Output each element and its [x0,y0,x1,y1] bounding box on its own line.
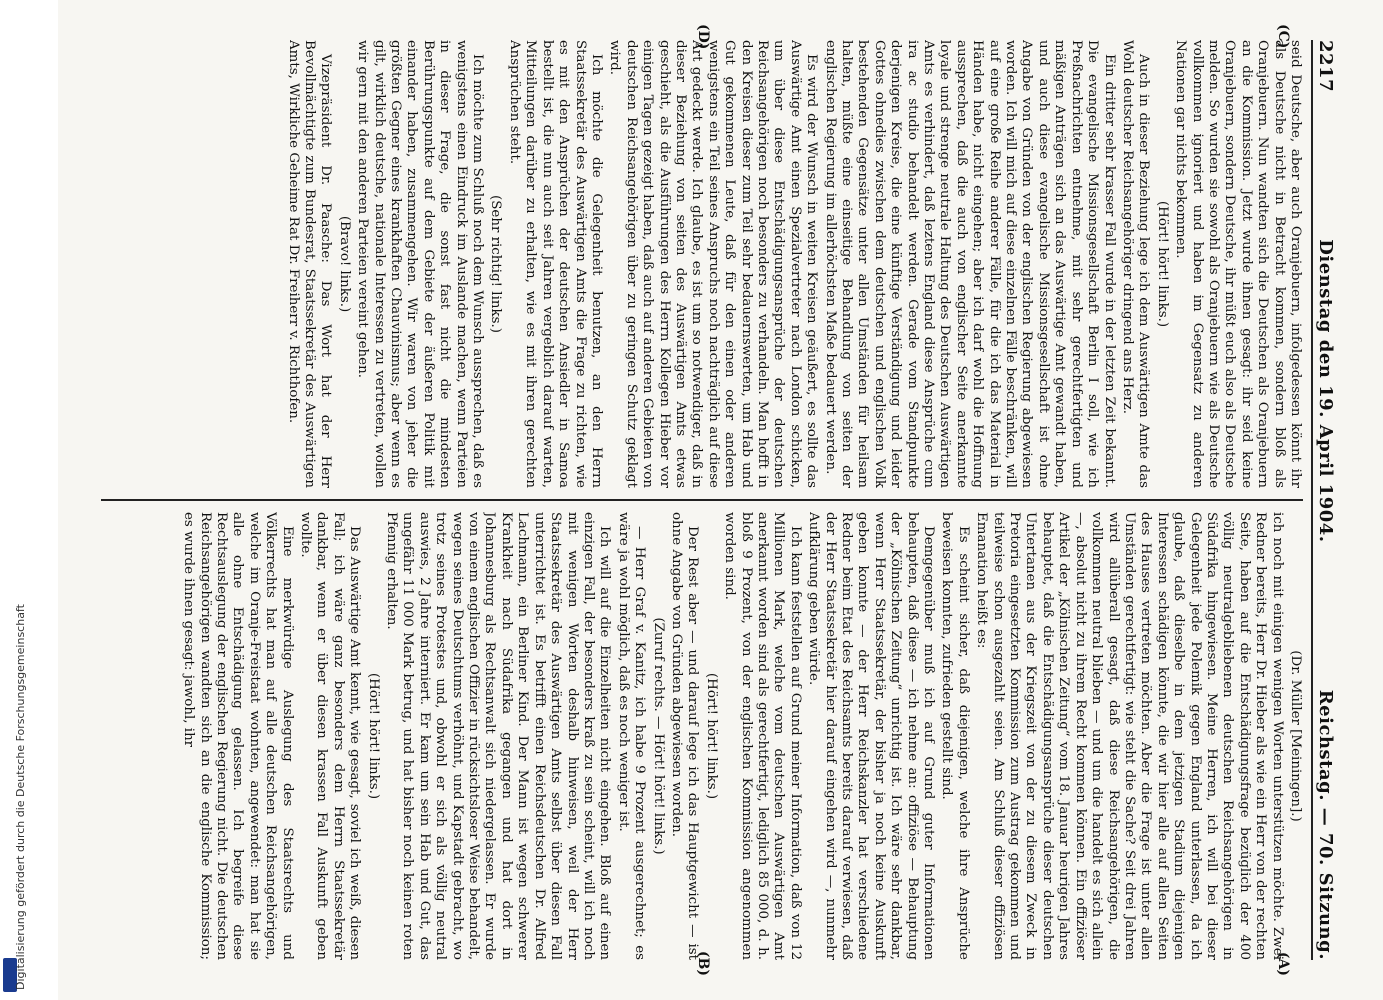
interjection-line: (Hört! hört! links.) [703,672,719,800]
page-header [1311,40,1339,960]
interjection-line: (Bravo! links.) [336,215,352,313]
paragraph: Ich will auf die Einzelheiten nicht eingehen. Bloß auf einen einzigen Fall, der besonders kraß zu sein scheint, will ich noch mit wenigen Worten deshalb hinweisen, weil der Herr Staatssekretär des Auswärtigen Amts selbst über diesen Fall unterrichtet ist. Es betrifft einen Reichsdeutschen Dr. Alfred Lachmann, ein Berliner Kind. Der Mann ist wegen schwerer Krankheit nach Südafrika gegangen und hat dort in Johannesburg als Rechtsanwalt sich niedergelassen. Er wurde von einem englischen Offizier in rücksichtsloser Weise behandelt, wegen seines Deutschtums verhöhnt, und Kapstadt gebracht, wo trotz seines Protestes und, obwohl er sich als völlig neutral auswies, 2 Jahre interniert. Er kam um sein Hab und Gut, das ungefähr 11 000 Mark betrug, und hat bisher noch keinen roten Pfennig erhalten. [383,512,612,960]
scanned-page [58,0,1383,1000]
interjection-line: (Dr. Müller [Meiningen].) [1287,650,1303,822]
paragraph: Der Rest aber — und darauf lege ich das Hauptgewicht — ist ohne Angabe von Gründen abgewiesen worden. [668,512,700,960]
column-right [101,512,1303,960]
interjection-line: (Sehr richtig! links.) [488,195,503,333]
paragraph: seid Deutsche, aber auch Oranjebuern, infolgedessen könnt ihr als Deutsche nicht in Betracht kommen, sondern bloß als Oranjebuern. Nun wandten sich die Deutschen als Oranjebuern an die Kommission. Jetzt wurde ihnen gesagt: ihr seid keine Oranjebuern, sondern Deutsche, ihr müßt euch also als Deutsche melden. So wurden sie sowohl als Oranjebuern wie als Deutsche vollkommen ignoriert und haben im Gegensatz zu anderen Nationen gar nichts bekommen. [1172,40,1303,488]
paragraph: ich noch mit einigen wenigen Worten unterstützen möchte. Zwei Redner bereits, Herr Dr. Hieber als wie ein Herr von der rechten Seite, haben auf die Entschädigungsfrage bezüglich der 400 völlig neutralgebliebenen deutschen Reichsangehörigen in Südafrika hingewiesen. Meine Herren, ich will bei dieser Gelegenheit jede Polemik gegen England unterlassen, da ich glaube, daß dieselbe in dem jetzigen Stadium diejenigen Interessen schädigen könnte, die wir hier alle auf allen Seiten des Hauses vertreten möchten. Aber die Frage ist unter allen Umständen gerechtfertigt: wie steht die Sache? Seit drei Jahren wird allüberall gesagt, daß diese Reichsangehörigen, die vollkommen neutral blieben — und um die handelt es sich allein —, absolut nicht zu ihrem Recht kommen können. Ein offiziöser Artikel der „Kölnischen Zeitung“ vom 18. Januar heurigen Jahres behauptet, daß die Entschädigungsansprüche dieser deutschen Untertanen aus der Kriegszeit von der zu diesem Zweck in Pretoria eingesetzten Kommission zum Austrag gekommen und teilweise schon ausgezahlt seien. Am Schluß dieser offiziösen Emanation heißt es: [973,512,1285,960]
paragraph: Es scheint sicher, daß diejenigen, welche ihre Ansprüche beweisen konnten, zufrieden gestellt sind. [938,512,971,960]
margin-marker-c: (C) [1274,24,1291,49]
interjection-line: (Hört! hört! links.) [365,672,381,800]
digitization-credit-text: Digitalisierung gefördert durch die Deutsche Forschungsgemeinschaft [14,604,27,990]
digitization-credit-strip [0,0,58,1000]
page-number: 2217 [1315,40,1336,93]
header-date: Dienstag den 19. April 1904. [1315,239,1336,543]
interjection-line: (Zuruf rechts. — Hört! hört! links.) [650,617,666,855]
column-left [101,40,1303,488]
paragraph: Demgegenüber muß ich auf Grund guter Informationen behaupten, daß diese — ich nehme an: offiziöse — Behauptung der „Kölnischen Zeitung“ unrichtig ist. Ich wäre sehr dankbar, wenn Herr Staatssekretär, der bisher ja noch keine Auskunft geben konnte — der Herr Reichskanzler hat verschiedene Redner beim Etat des Reichsamts bereits darauf verwiesen, daß der Herr Staatssekretär hier darauf eingehen wird —, nunmehr Aufklärung geben würde. [805,512,936,960]
column-divider [101,499,1303,501]
paragraph: Es wird der Wunsch in weiten Kreisen geäußert, es sollte das Auswärtige Amt einen Spezialvertreter nach London schicken, um über diese Entschädigungsansprüche der deutschen Reichsangehörigen noch besonders zu verhandeln. Man hofft in den Kreisen dieser zum Teil sehr bedauernswerten, um Hab und Gut gekommenen Leute, daß für den einen oder anderen wenigstens ein Teil seines Anspruchs noch nachträglich auf diese Art gedeckt werde. Ich glaube, es ist um so notwendiger, daß in dieser Beziehung von seiten des Auswärtigen Amts etwas geschieht, als die Ausführungen des Herrn Kollegen Hieber vor einigen Tagen gezeigt haben, daß auch auf anderen Gebieten von deutschen Reichsangehörigen über zu geringen Schutz geklagt wird. [606,40,819,488]
margin-marker-a: (A) [1274,951,1291,976]
paragraph: Das Auswärtige Amt kennt, wie gesagt, soviel ich weiß, diesen Fall; ich wäre ganz besonders dem Herrn Staatssekretär dankbar, wenn er über diesen krassen Fall Auskunft geben wollte. [297,512,362,960]
margin-marker-d: (D) [694,24,711,50]
paragraph: Eine merkwürdige Auslegung des Staatsrechts und Völkerrechts hat man auf alle deutschen Reichsangehörigen, welche im Oranje-Freistaat wohnten, angewendet: man hat sie alle ohne Entschädigung gelassen. Ich begreife diese Rechtsauslegung der englischen Regierung nicht. Die deutschen Reichsangehörigen wandten sich an die englische Kommission; es wurde ihnen gesagt: jawohl, ihr [180,512,295,960]
interjection-line: (Hört! hört! links.) [1154,200,1170,328]
paragraph: Ich möchte die Gelegenheit benutzen, an den Herrn Staatssekretär des Auswärtigen Amts die Frage zu richten, wie es mit den Ansprüchen der deutschen Ansiedler in Samoa bestellt ist, die nun auch seit Jahren vergeblich darauf warten, Mitteilungen darüber zu erhalten, wie es mit ihren gerechten Ansprüchen steht. [506,40,604,488]
paragraph: — Herr Graf v. Kanitz, ich habe 9 Prozent ausgerechnet; es wäre ja wohl möglich, daß es noch weniger ist. [615,512,647,960]
paragraph: Auch in dieser Beziehung lege ich dem Auswärtigen Amte das Wohl deutscher Reichsangehöriger dringend ans Herz. [1119,40,1151,488]
rotated-page-content [91,20,1351,980]
paragraph: Ich kann feststellen auf Grund meiner Information, daß von 12 Millionen Mark, welche vom deutschen Auswärtigen Amt anerkannt worden sind als gerechtfertigt, lediglich 85 000, d. h. bloß 9 Prozent, von der englischen Kommission angenommen worden sind. [721,512,803,960]
header-section: Reichstag. — 70. Sitzung. [1315,689,1336,960]
margin-marker-b: (B) [694,950,711,976]
paragraph: Vizepräsident Dr. Paasche: Das Wort hat der Herr Bevollmächtigte zum Bundesrat, Staatssekretär des Auswärtigen Amts, Wirkliche Geheime Rat Dr. Freiherr v. Richthofen. [285,40,333,488]
paragraph: Ein dritter sehr krasser Fall wurde in der letzten Zeit bekannt. Die evangelische Missionsgesellschaft Berlin I soll, wie ich Preßnachrichten entnehme, mit sehr gerechtfertigten und mäßigen Anträgen sich an das Auswärtige Amt gewandt haben, und auch diese evangelische Missionsgesellschaft ist ohne Angabe von Gründen von der englischen Regierung abgewiesen worden. Ich will mich auf diese einzelnen Fälle beschränken, will auf eine große Reihe anderer Fälle, für die ich das Material in Händen habe, nicht eingehen; aber ich darf wohl die Hoffnung aussprechen, daß die auch von englischer Seite anerkannte loyale und strenge neutrale Haltung des Deutschen Auswärtigen Amts es verhindert, daß leztens England diese Ansprüche cum ira ac studio behandelt werden. Gerade vom Standpunkte derjenigen Kreise, die eine künftige Verständigung und leider Gottes ohnedies zwischen dem deutschen und englischen Volk bestehenden Gegensätze unter allen Umständen für heilsam halten, müßte eine einseitige Behandlung von seiten der englischen Regierung im allerhöchsten Maße bedauert werden. [822,40,1117,488]
paragraph: Ich möchte zum Schluß noch dem Wunsch aussprechen, daß es wenigstens einen Eindruck im Auslande machen, wenn Parteien in dieser Frage, die sonst fast nicht die mindesten Berührungspunkte auf dem Gebiete der äußeren Politik mit einander haben, zusammengehen. Wir waren von jeher die größten Gegner eines krankhaften Chauvinismus; aber wenn es gilt, wirklich deutsche, nationale Interessen zu vertreten, wollen wir gern mit den anderen Parteien vereint gehen. [354,40,485,488]
